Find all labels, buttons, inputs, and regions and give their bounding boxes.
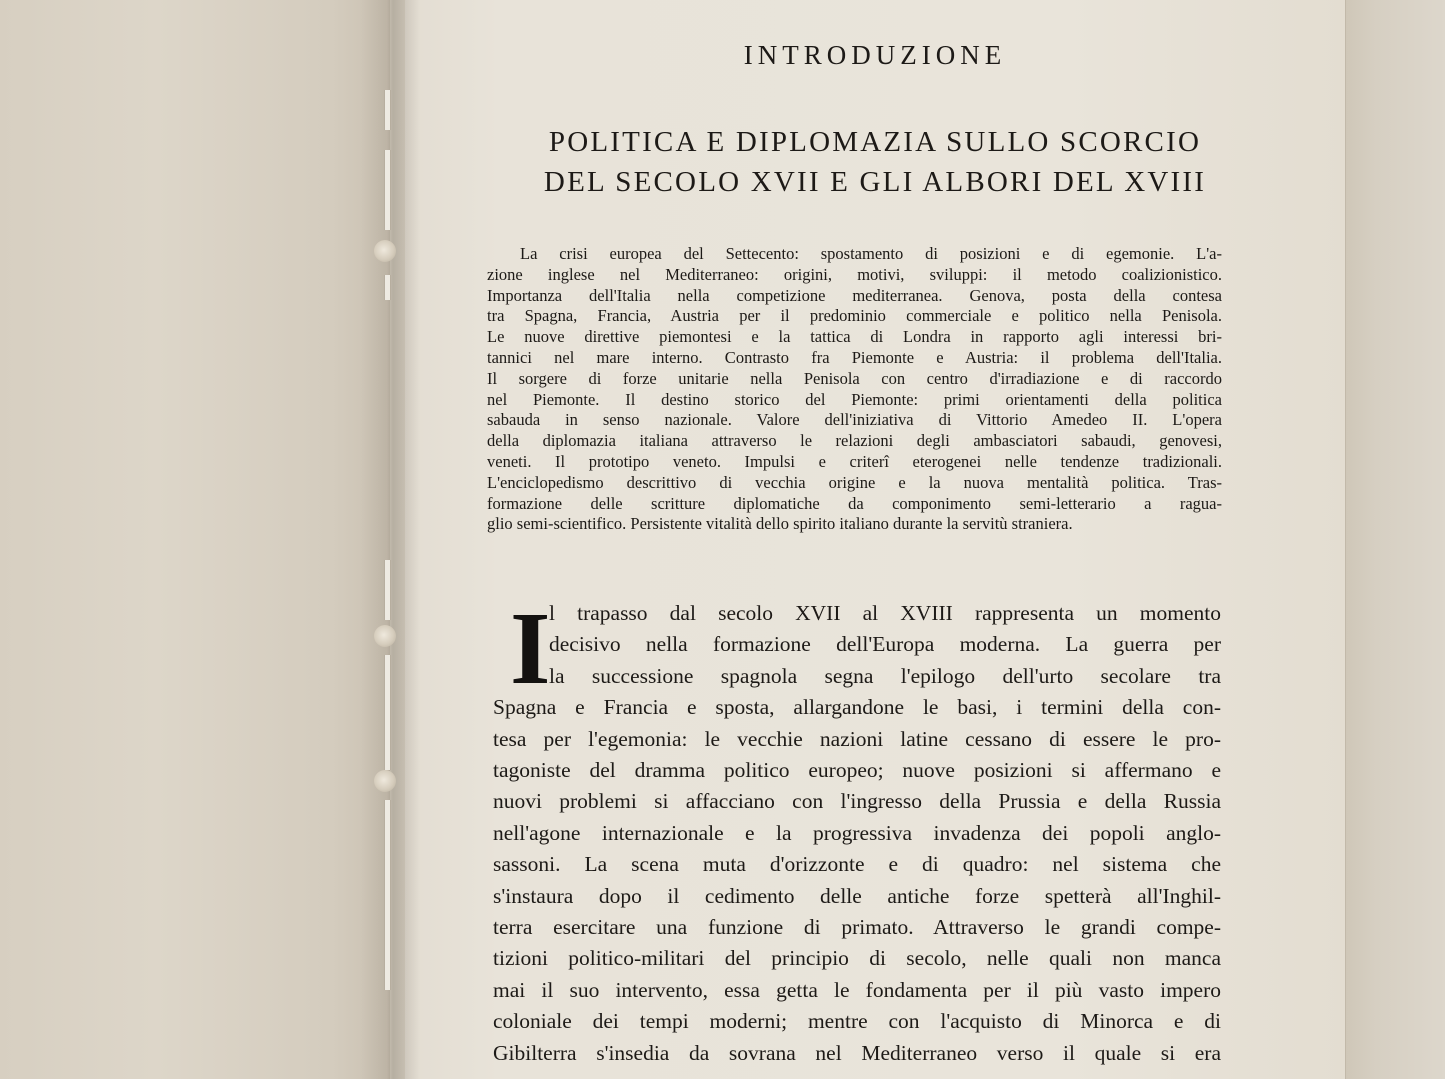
binding-knot — [374, 240, 396, 262]
binding-stitch — [384, 655, 391, 770]
chapter-title-line: DEL SECOLO XVII E GLI ALBORI DEL XVIII — [543, 166, 1207, 198]
body-line: coloniale dei tempi moderni; mentre con l'acquisto di Minorca e di — [493, 1009, 1221, 1034]
binding-knot — [374, 770, 396, 792]
summary-line: glio semi-scientifico. Persistente vitalità dello spirito italiano durante la servitù straniera. — [487, 514, 1073, 534]
body-line: mai il suo intervento, essa getta le fondamenta per il più vasto impero — [493, 977, 1221, 1002]
body-line: tagoniste del dramma politico europeo; nuove posizioni si affermano e — [493, 758, 1221, 783]
summary-line: L'enciclopedismo descrittivo di vecchia origine e la nuova mentalità politica. Tras- — [487, 472, 1222, 492]
left-blank-page — [0, 0, 390, 1079]
body-line: sassoni. La scena muta d'orizzonte e di quadro: nel sistema che — [493, 852, 1221, 877]
summary-line: della diplomazia italiana attraverso le relazioni degli ambasciatori sabaudi, genovesi, — [487, 431, 1222, 451]
binding-stitch — [384, 90, 391, 130]
summary-line: Il sorgere di forze unitarie nella Penisola con centro d'irradiazione e di raccordo — [487, 368, 1222, 388]
body-line: nuovi problemi si affacciano con l'ingresso della Prussia e della Russia — [493, 789, 1221, 814]
binding-stitch — [384, 800, 391, 990]
summary-line: tra Spagna, Francia, Austria per il predominio commerciale e politico nella Penisola. — [487, 306, 1222, 326]
summary-line: formazione delle scritture diplomatiche da componimento semi-letterario a ragua- — [487, 493, 1222, 513]
body-line: la successione spagnola segna l'epilogo dell'urto secolare tra — [549, 663, 1221, 688]
summary-line: tannici nel mare interno. Contrasto fra Piemonte e Austria: il problema dell'Italia. — [487, 347, 1222, 367]
binding-stitch — [384, 560, 391, 620]
summary-line: nel Piemonte. Il destino storico del Piemonte: primi orientamenti della politica — [487, 389, 1222, 409]
body-line: Gibilterra s'insedia da sovrana nel Mediterraneo verso il quale si era — [493, 1040, 1221, 1065]
binding-stitch — [384, 150, 391, 230]
body-line: Spagna e Francia e sposta, allargandone le basi, i termini della con- — [493, 695, 1221, 720]
body-line: nell'agone internazionale e la progressiva invadenza dei popoli anglo- — [493, 820, 1221, 845]
binding-stitch — [384, 275, 391, 300]
summary-line: Le nuove direttive piemontesi e la tattica di Londra in rapporto agli interessi bri- — [487, 327, 1222, 347]
summary-line: zione inglese nel Mediterraneo: origini, motivi, sviluppi: il metodo coalizionistico. — [487, 264, 1222, 284]
section-heading: INTRODUZIONE — [743, 40, 1007, 70]
body-line: tizioni politico-militari del principio di secolo, nelle quali non manca — [493, 946, 1221, 971]
body-line: l trapasso dal secolo XVII al XVIII rappresenta un momento — [549, 601, 1221, 625]
body-line: s'instaura dopo il cedimento delle antiche forze spetterà all'Inghil- — [493, 883, 1221, 908]
drop-cap: I — [510, 591, 551, 706]
summary-line: La crisi europea del Settecento: spostamento di posizioni e di egemonie. L'a- — [520, 244, 1222, 263]
body-line: terra esercitare una funzione di primato. Attraverso le grandi compe- — [493, 915, 1221, 940]
chapter-title-line: POLITICA E DIPLOMAZIA SULLO SCORCIO — [548, 126, 1202, 158]
binding-knot — [374, 625, 396, 647]
chapter-summary — [487, 244, 1222, 535]
body-line: decisivo nella formazione dell'Europa moderna. La guerra per — [549, 632, 1221, 657]
body-line: tesa per l'egemonia: le vecchie nazioni latine cessano di essere le pro- — [493, 726, 1221, 751]
body-paragraph — [493, 591, 1221, 1069]
chapter-title — [405, 122, 1345, 202]
summary-line: Importanza dell'Italia nella competizione mediterranea. Genova, posta della contesa — [487, 285, 1222, 305]
page-edge — [1345, 0, 1445, 1079]
summary-line: veneti. Il prototipo veneto. Impulsi e criterî eterogenei nelle tendenze tradizionali. — [487, 451, 1222, 471]
summary-line: sabauda in senso nazionale. Valore dell'iniziativa di Vittorio Amedeo II. L'opera — [487, 410, 1222, 430]
